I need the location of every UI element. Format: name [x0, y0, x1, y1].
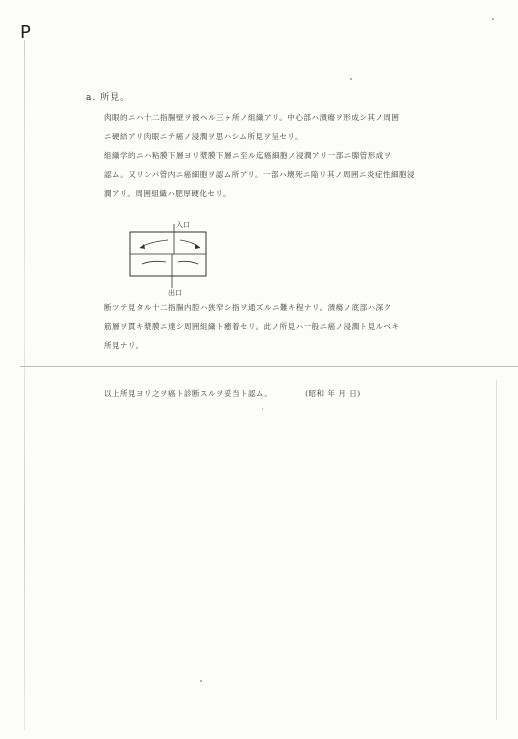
fold-line: [20, 366, 518, 367]
paragraph-1-line: ニ硬結アリ肉眼ニテ癌ノ浸潤ヲ思ハシム所見ヲ呈セリ。: [104, 132, 304, 141]
diagram-flow-arrow-bottom-left: [142, 261, 166, 264]
closing-text: 以上所見ヨリ之ヲ癌ト診断スルヲ妥当ト認ム。: [104, 389, 273, 398]
diagram-arrowhead: [140, 244, 145, 249]
paragraph-1: [104, 108, 415, 203]
page-edge-shadow: [24, 40, 25, 730]
page-edge-shadow-right: [496, 380, 497, 720]
stray-mark: ': [262, 408, 264, 415]
paragraph-2: [104, 298, 400, 355]
paragraph-1-line: 肉眼的ニハ十二指腸壁ヲ被ヘル三ヶ所ノ組織アリ。中心部ハ潰瘍ヲ形成シ其ノ周囲: [104, 113, 400, 122]
scan-speck: [200, 680, 202, 682]
paragraph-2-line: 所見ナリ。: [104, 341, 144, 350]
closing-line: [104, 384, 361, 403]
diagram-label-inlet: 入口: [176, 221, 190, 229]
diagram-arrowhead: [195, 244, 200, 249]
paragraph-1-line: 潤アリ。周囲組織ハ肥厚硬化セリ。: [104, 189, 231, 198]
corner-mark: P: [20, 22, 31, 43]
paragraph-1-line: 組織学的ニハ粘膜下層ヨリ漿膜下層ニ至ル迄癌細胞ノ浸潤アリ一部ニ腺管形成ヲ: [104, 151, 392, 160]
paragraph-1-line: 認ム。又リンパ管内ニ癌細胞ヲ認ム所アリ。一部ハ壊死ニ陥リ其ノ周囲ニ炎症性細胞浸: [104, 170, 416, 179]
diagram-label-outlet: 出口: [168, 289, 182, 297]
section-heading: a. 所見。: [86, 93, 131, 103]
closing-note: (昭和 年 月 日): [305, 389, 361, 398]
diagram-flow-arrow-bottom-right: [178, 261, 198, 264]
scan-speck: [492, 18, 494, 20]
paragraph-2-line: 断ツテ見タル十二指腸内腔ハ狭窄シ指ヲ通ズルニ難キ程ナリ。潰瘍ノ底部ハ深ク: [104, 303, 392, 312]
paragraph-2-line: 筋層ヲ貫キ漿膜ニ達シ周囲組織ト癒着セリ。此ノ所見ハ一般ニ癌ノ浸潤ト見ルベキ: [104, 322, 400, 331]
scan-speck: [350, 78, 352, 80]
